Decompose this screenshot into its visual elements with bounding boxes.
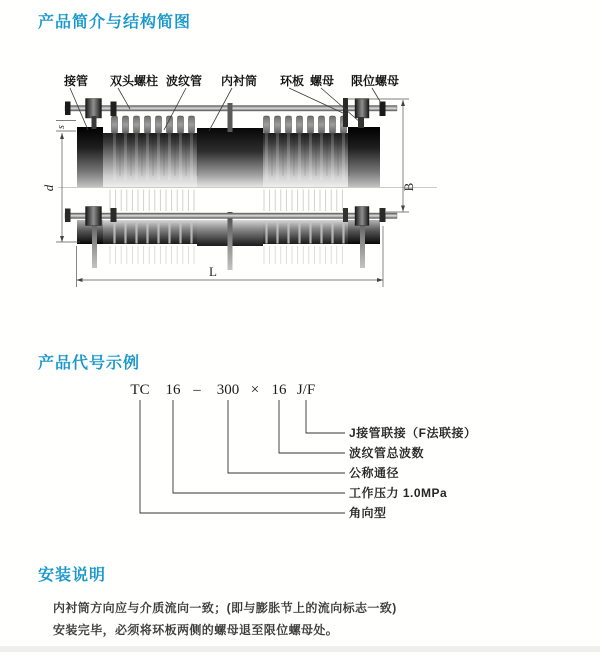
- dimension-arrows: [60, 100, 405, 282]
- part-label-stud: 双头螺柱: [110, 74, 159, 88]
- joint-lower-half: [77, 212, 380, 270]
- nut: [65, 102, 71, 116]
- dim-label-s: s: [56, 125, 67, 129]
- code-part-times: ×: [250, 382, 260, 398]
- shell-shading-streaks: [115, 134, 350, 180]
- code-note-pressure: 工作压力 1.0MPa: [349, 486, 448, 500]
- tie-rods: [65, 98, 397, 226]
- code-part-diameter: 300: [216, 382, 240, 398]
- left-pipe-collar: [77, 127, 103, 187]
- label-leader-lines: [70, 88, 381, 131]
- page-bottom-edge: [0, 646, 600, 652]
- joint-upper-half: [77, 116, 380, 187]
- code-part-type: TC: [130, 382, 150, 398]
- code-part-waves: 16: [271, 382, 287, 398]
- dim-label-B: B: [401, 182, 416, 192]
- ring-plate-stud-right: [360, 212, 365, 268]
- ring-plate-stud-left: [92, 212, 97, 268]
- center-stud: [228, 103, 233, 132]
- code-note-diameter: 公称通径: [349, 466, 400, 480]
- part-label-bellows: 波纹管: [166, 74, 203, 88]
- installation-note-line1: 内衬筒方向应与介质流向一致；(即与膨胀节上的流向标志一致): [53, 601, 397, 615]
- ring-plate-stud-center: [228, 212, 233, 270]
- part-label-liner: 内衬筒: [221, 74, 258, 88]
- nut-block: [86, 99, 102, 119]
- code-note-type: 角向型: [349, 506, 387, 520]
- part-label-nut: 螺母: [310, 74, 335, 88]
- nut: [111, 102, 117, 117]
- ring-plate: [343, 98, 348, 127]
- lower-bellows-slits: [115, 221, 344, 244]
- bellows-ghost-lines-upper: [110, 190, 342, 212]
- bellows-convolutions: [112, 116, 347, 134]
- code-part-dash: –: [193, 382, 201, 398]
- code-note-connection: J接管联接（F法联接）: [349, 426, 477, 440]
- right-pipe-collar: [348, 127, 380, 187]
- part-label-pipe: 接管: [64, 74, 89, 88]
- part-label-limit-nut: 限位螺母: [351, 74, 400, 88]
- section-title-intro: 产品简介与结构简图: [38, 14, 192, 31]
- installation-note-line2: 安装完毕，必须将环板两侧的螺母退至限位螺母处。: [53, 623, 339, 637]
- code-part-pressure: 16: [165, 382, 181, 398]
- nut-block: [355, 99, 369, 119]
- dim-label-d: d: [41, 184, 56, 192]
- dim-label-L: L: [209, 264, 217, 279]
- code-note-waves: 波纹管总波数: [349, 446, 425, 460]
- part-label-ring-plate: 环板: [280, 74, 305, 88]
- section-title-code-example: 产品代号示例: [38, 355, 141, 372]
- bellows-ghost-lines-lower: [110, 246, 342, 264]
- code-part-connection: J/F: [296, 382, 316, 398]
- section-title-installation: 安装说明: [38, 567, 107, 584]
- limit-nut: [380, 102, 386, 117]
- dimension-lines: [56, 99, 409, 287]
- inner-liner-band: [197, 128, 263, 187]
